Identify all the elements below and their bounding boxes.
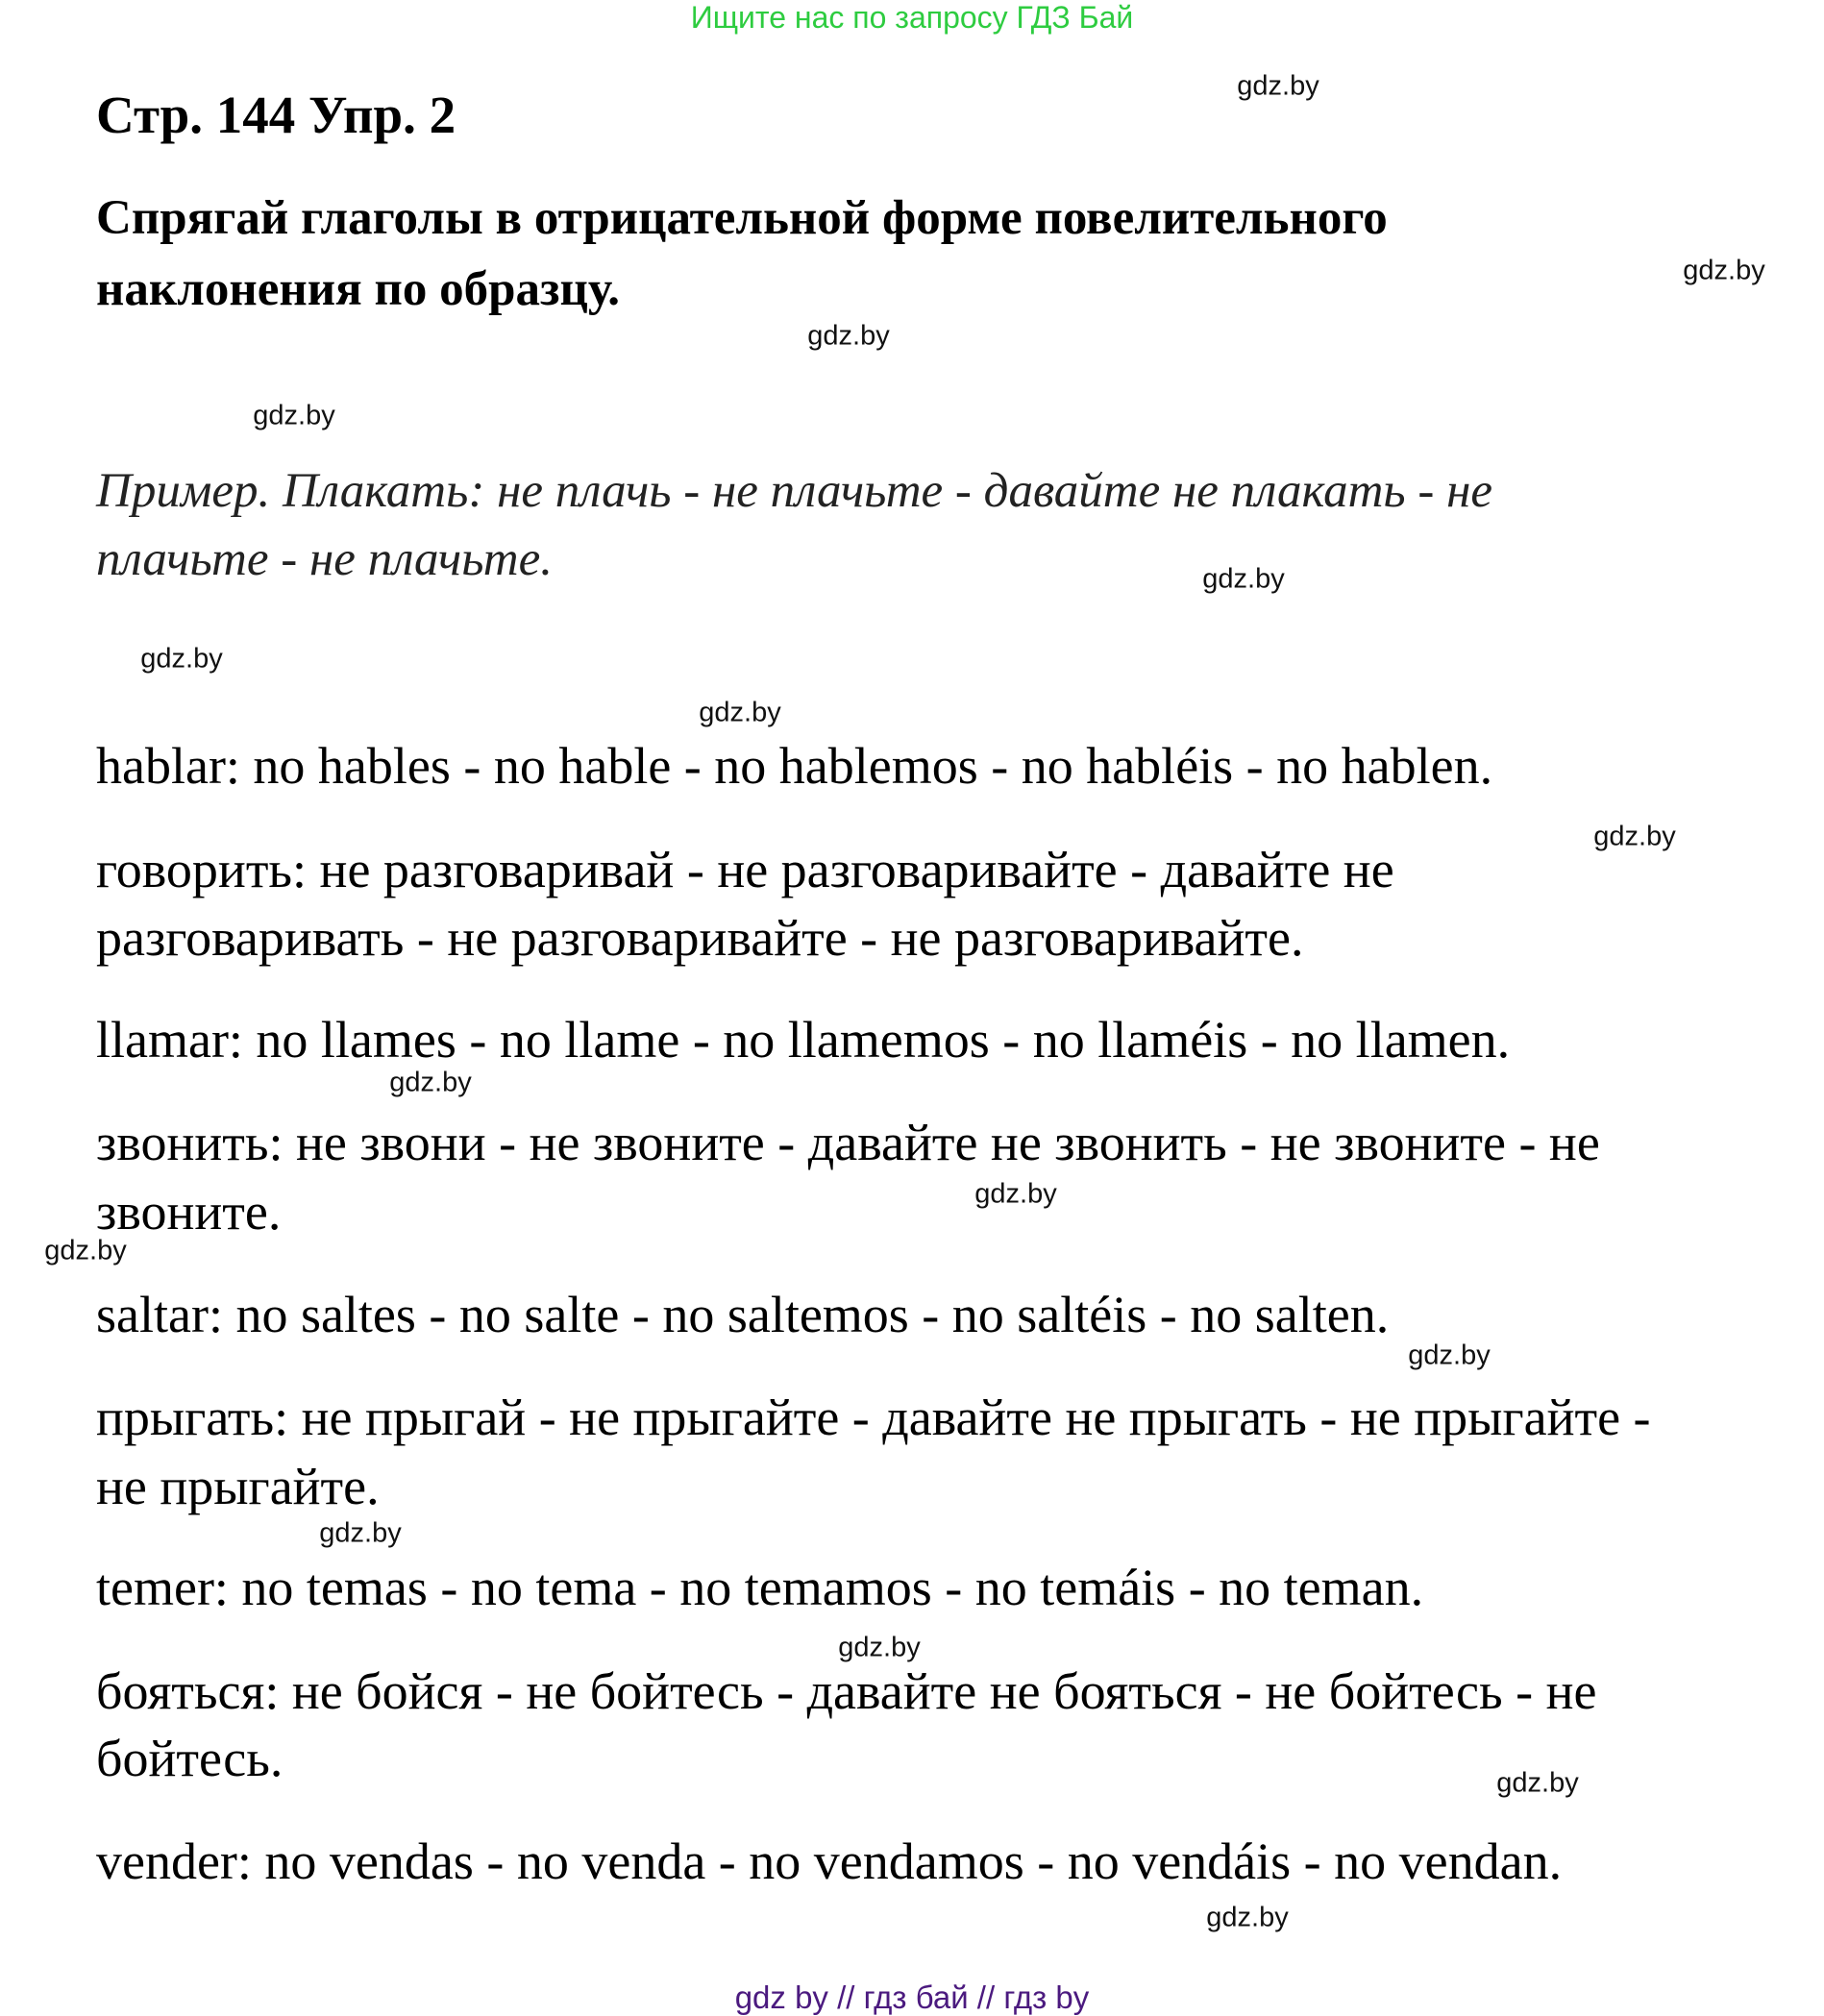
task-line-1: Спрягай глаголы в отрицательной форме повелительного	[96, 191, 1388, 245]
page-title: Стр. 144 Упр. 2	[96, 86, 456, 144]
search-banner: Ищите нас по запросу ГДЗ Бай	[690, 0, 1134, 35]
watermark: gdz.by	[1593, 821, 1676, 852]
watermark: gdz.by	[974, 1178, 1057, 1210]
watermark: gdz.by	[1206, 1902, 1289, 1933]
watermark: gdz.by	[1408, 1340, 1491, 1371]
task-line-2: наклонения по образцу.	[96, 262, 621, 316]
answer-line: llamar: no llames - no llame - no llamemos - no llaméis - no llamen.	[96, 1011, 1511, 1069]
example-line-2: плачьте - не плачьте.	[96, 532, 553, 586]
answer-line: прыгать: не прыгай - не прыгайте - давайте не прыгать - не прыгайте -	[96, 1389, 1651, 1446]
watermark: gdz.by	[319, 1517, 402, 1549]
answer-line: звоните.	[96, 1183, 282, 1241]
watermark: gdz.by	[140, 643, 223, 675]
watermark: gdz.by	[838, 1632, 921, 1663]
watermark: gdz.by	[1683, 255, 1765, 286]
watermark: gdz.by	[699, 697, 781, 728]
answer-line: saltar: no saltes - no salte - no saltemos - no saltéis - no salten.	[96, 1286, 1390, 1343]
footer-watermark: gdz by // гдз бай // гдз by	[734, 1979, 1090, 2015]
answer-line: бояться: не бойся - не бойтесь - давайте не бояться - не бойтесь - не	[96, 1662, 1597, 1720]
answer-line: temer: no temas - no tema - no temamos - no temáis - no teman.	[96, 1559, 1424, 1616]
answer-line: hablar: no hables - no hable - no hablemos - no habléis - no hablen.	[96, 737, 1493, 795]
watermark: gdz.by	[1237, 70, 1319, 102]
example-line-1: Пример. Плакать: не плачь - не плачьте - давайте не плакать - не	[96, 464, 1493, 518]
answer-line: vender: no vendas - no venda - no vendamos - no vendáis - no vendan.	[96, 1832, 1563, 1890]
answer-line: говорить: не разговаривай - не разговаривайте - давайте не	[96, 841, 1394, 898]
watermark: gdz.by	[1202, 563, 1285, 595]
watermark: gdz.by	[807, 320, 890, 352]
answer-line: бойтесь.	[96, 1730, 283, 1787]
answer-line: звонить: не звони - не звоните - давайте не звонить - не звоните - не	[96, 1114, 1600, 1171]
watermark: gdz.by	[1496, 1767, 1579, 1799]
watermark: gdz.by	[389, 1067, 472, 1098]
watermark: gdz.by	[44, 1235, 127, 1266]
answer-line: разговаривать - не разговаривайте - не разговаривайте.	[96, 909, 1304, 967]
watermark: gdz.by	[253, 400, 335, 431]
answer-line: не прыгайте.	[96, 1458, 380, 1515]
